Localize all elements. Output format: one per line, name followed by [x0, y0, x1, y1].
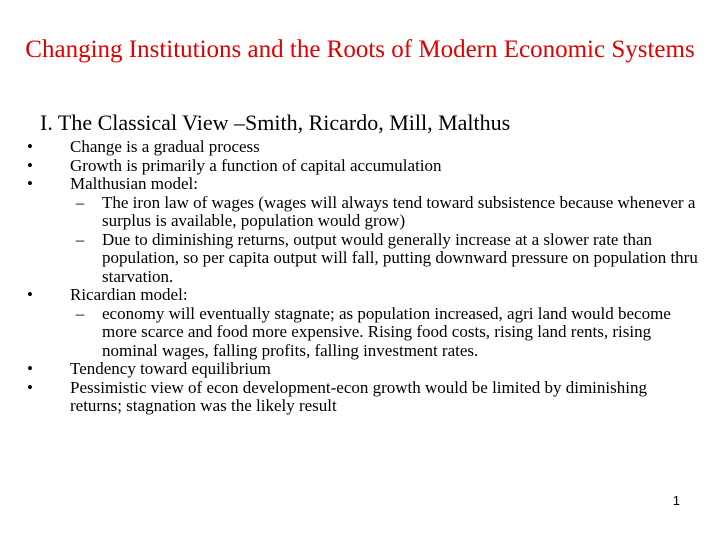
bullet-item: [22, 379, 702, 416]
section-heading: I. The Classical View –Smith, Ricardo, Mill, Malthus: [40, 110, 511, 135]
bullet-marker: •: [27, 155, 33, 175]
page-number: 1: [672, 493, 680, 508]
sub-bullet-text: The iron law of wages (wages will always tend toward subsistence because whenever a surplus is available, population would grow): [102, 192, 696, 230]
bullet-marker: •: [27, 285, 33, 304]
bullet-marker: •: [27, 174, 33, 193]
slide-title: Changing Institutions and the Roots of Modern Economic Systems: [25, 36, 695, 63]
sub-bullet-text: Due to diminishing returns, output would generally increase at a slower rate than population, so per capita output will fall, putting downward pressure on population thru starvation.: [102, 229, 698, 286]
bullet-text: Malthusian model:: [70, 174, 198, 193]
dash-marker: –: [75, 303, 85, 323]
bullet-text: Ricardian model:: [70, 285, 188, 304]
sub-bullet-text: economy will eventually stagnate; as population increased, agri land would become more scarce and food more expensive. Rising food costs, rising land rents, rising nominal wages, falling profits, falling investment rates.: [102, 303, 671, 360]
bullet-marker: •: [27, 359, 33, 378]
dash-marker: –: [75, 229, 85, 249]
bullet-text: Growth is primarily a function of capital accumulation: [70, 155, 442, 175]
bullet-text: Tendency toward equilibrium: [70, 359, 271, 378]
bullet-marker: •: [27, 377, 33, 397]
bullet-item: [22, 360, 702, 379]
sub-bullet-item: [22, 194, 702, 231]
bullet-item: [22, 138, 702, 157]
bullet-text: Pessimistic view of econ development-econ growth would be limited by diminishing returns; stagnation was the likely result: [70, 377, 647, 415]
bullet-list: [22, 138, 702, 416]
dash-marker: –: [75, 192, 85, 212]
bullet-item: [22, 175, 702, 194]
sub-bullet-item: [22, 231, 702, 287]
bullet-item: [22, 286, 702, 305]
bullet-text: Change is a gradual process: [70, 137, 260, 156]
bullet-marker: •: [27, 137, 33, 156]
bullet-item: [22, 157, 702, 176]
sub-bullet-item: [22, 305, 702, 361]
